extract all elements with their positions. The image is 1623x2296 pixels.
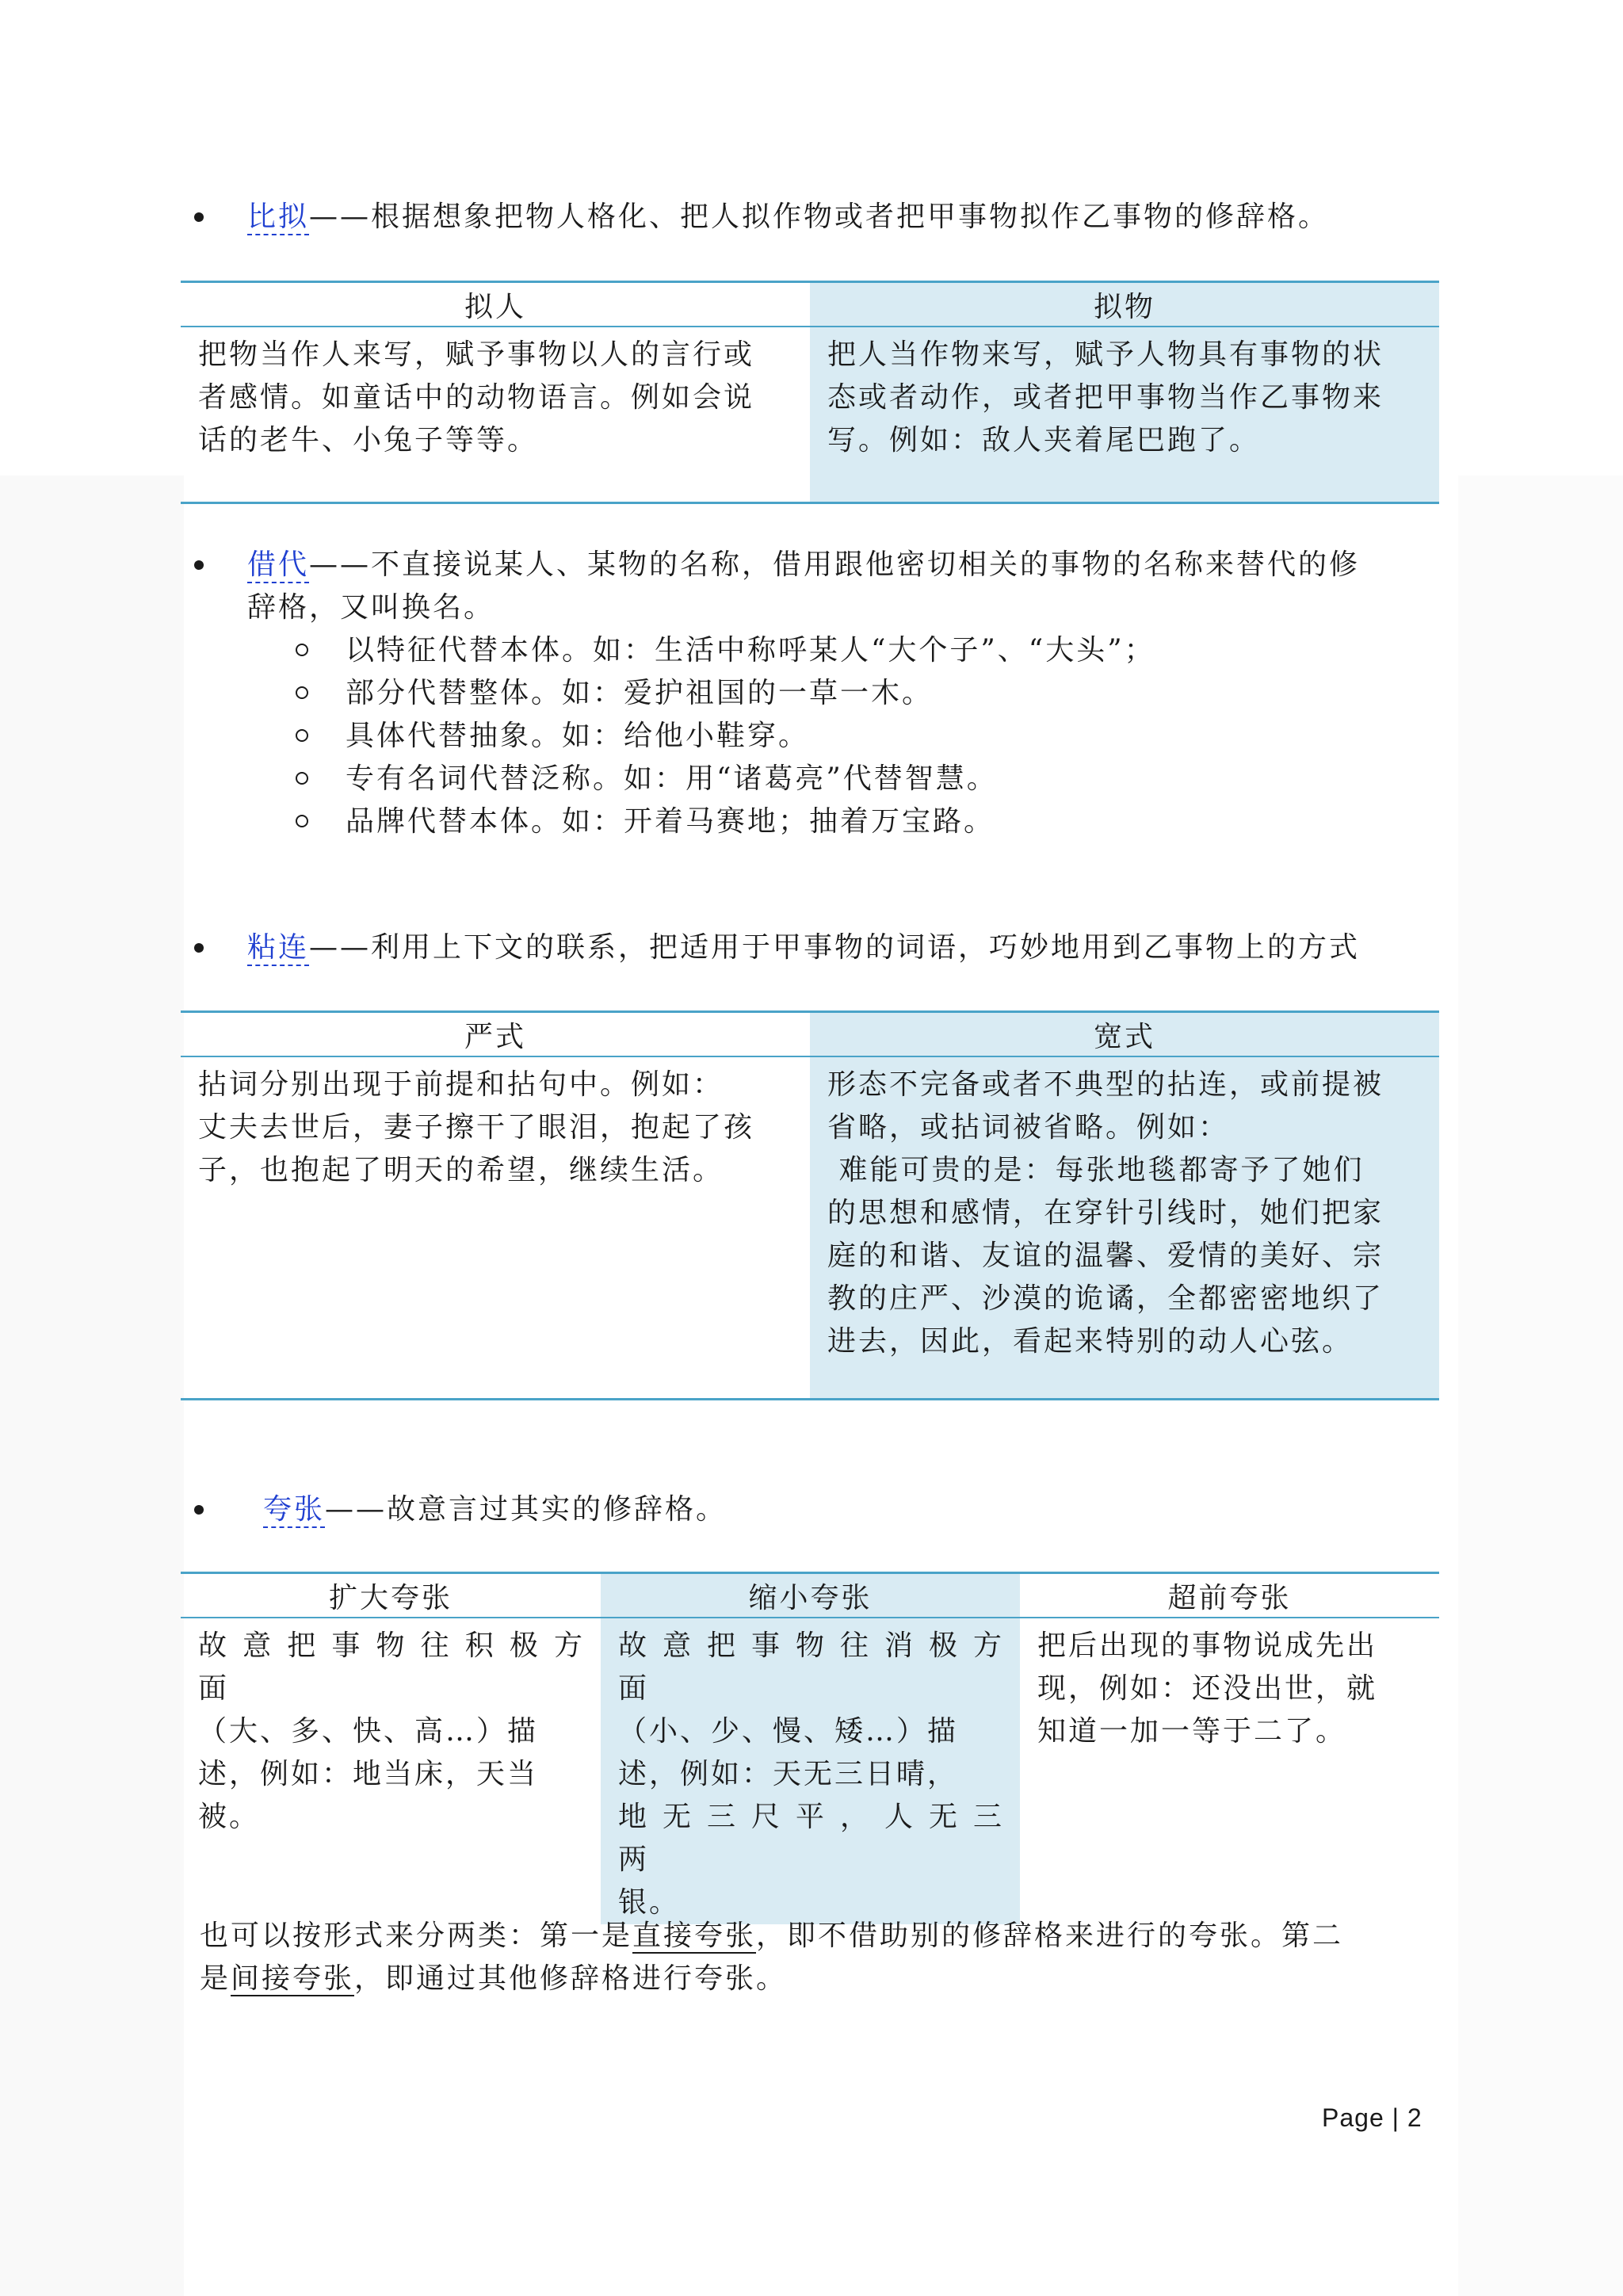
cell-line: 把物当作人来写，赋予事物以人的言行或 bbox=[198, 338, 755, 371]
kuazhang-header-suoxiao: 缩小夸张 bbox=[601, 1573, 1020, 1618]
kuazhang-term-link[interactable]: 夸张 bbox=[263, 1493, 325, 1528]
list-item bbox=[293, 715, 1403, 758]
zhanlian-table-header-row bbox=[181, 1012, 1439, 1057]
list-item-text: 以特征代替本体。如：生活中称呼某人“大个子”、“大头”； bbox=[346, 634, 1155, 667]
kuazhang-cell-kuoda bbox=[181, 1618, 601, 1924]
cell-line: 把人当作物来写，赋予人物具有事物的状 bbox=[827, 338, 1384, 371]
zhanlian-text bbox=[247, 926, 1433, 969]
bullet-icon bbox=[194, 560, 204, 570]
list-item-text: 具体代替抽象。如：给他小鞋穿。 bbox=[346, 720, 810, 752]
bini-table-header-row bbox=[181, 282, 1439, 327]
bini-header-niren: 拟人 bbox=[181, 282, 810, 327]
bini-text bbox=[247, 196, 1433, 239]
bini-term-link[interactable]: 比拟 bbox=[247, 201, 309, 235]
kuazhang-definition: ——故意言过其实的修辞格。 bbox=[325, 1493, 727, 1526]
cell-line: 进去，因此，看起来特别的动人心弦。 bbox=[827, 1325, 1354, 1358]
cell-line: （小、少、慢、矮…）描 bbox=[618, 1715, 959, 1748]
direct-exaggeration-term: 直接夸张 bbox=[632, 1920, 757, 1952]
zhanlian-cell-kuanshi bbox=[810, 1056, 1439, 1399]
cell-line: 把后出现的事物说成先出 bbox=[1037, 1629, 1378, 1662]
cell-line: 知道一加一等于二了。 bbox=[1037, 1715, 1347, 1748]
page-shade-right bbox=[1458, 476, 1623, 2296]
cell-line: 教的庄严、沙漠的诡谲，全都密密地织了 bbox=[827, 1282, 1384, 1315]
cell-line: 者感情。如童话中的动物语言。例如会说 bbox=[198, 381, 755, 414]
cell-line: 难能可贵的是：每张地毯都寄予了她们 bbox=[827, 1154, 1365, 1186]
note-text: 是 bbox=[200, 1962, 231, 1995]
kuazhang-cell-suoxiao bbox=[601, 1618, 1020, 1924]
cell-line: 态或者动作，或者把甲事物当作乙事物来 bbox=[827, 381, 1384, 414]
cell-line: 子，也抱起了明天的希望，继续生活。 bbox=[198, 1154, 724, 1186]
indirect-exaggeration-term: 间接夸张 bbox=[231, 1962, 355, 1995]
kuazhang-header-kuoda: 扩大夸张 bbox=[181, 1573, 601, 1618]
jiedai-definition: ——不直接说某人、某物的名称，借用跟他密切相关的事物的名称来替代的修 bbox=[309, 548, 1361, 581]
cell-line: 写。例如：敌人夹着尾巴跑了。 bbox=[827, 424, 1261, 457]
cell-line: 的思想和感情，在穿针引线时，她们把家 bbox=[827, 1197, 1384, 1229]
kuazhang-text bbox=[263, 1488, 1433, 1531]
page-number: Page | 2 bbox=[1322, 2103, 1423, 2132]
bullet-icon bbox=[194, 212, 204, 222]
circle-bullet-icon bbox=[296, 729, 308, 742]
bini-bullet bbox=[197, 196, 1433, 239]
cell-line: 现，例如：还没出世，就 bbox=[1037, 1672, 1378, 1705]
zhanlian-table bbox=[181, 1010, 1439, 1400]
cell-line: 丈夫去世后，妻子擦干了眼泪，抱起了孩 bbox=[198, 1111, 755, 1144]
jiedai-term-link[interactable]: 借代 bbox=[247, 548, 309, 583]
jiedai-definition-cont: 辞格，又叫换名。 bbox=[247, 591, 495, 624]
zhanlian-cell-yanshi bbox=[181, 1056, 810, 1399]
cell-line: 被。 bbox=[198, 1801, 261, 1833]
kuazhang-table bbox=[181, 1572, 1439, 1924]
list-item bbox=[293, 800, 1403, 843]
kuazhang-cell-chaoqian bbox=[1020, 1618, 1439, 1924]
page-shade-left bbox=[0, 476, 184, 2296]
cell-line: 述，例如：天无三日晴， bbox=[618, 1758, 959, 1790]
kuazhang-table-row bbox=[181, 1618, 1439, 1924]
zhanlian-term-link[interactable]: 粘连 bbox=[247, 931, 309, 966]
cell-line: 形态不完备或者不典型的拈连，或前提被 bbox=[827, 1068, 1384, 1101]
bullet-icon bbox=[194, 1505, 204, 1515]
note-text: 也可以按形式来分两类：第一是 bbox=[200, 1920, 633, 1952]
bullet-icon bbox=[194, 943, 204, 953]
list-item-text: 品牌代替本体。如：开着马赛地；抽着万宝路。 bbox=[346, 805, 995, 838]
note-text: ，即通过其他修辞格进行夸张。 bbox=[354, 1962, 788, 1995]
zhanlian-bullet bbox=[197, 926, 1433, 969]
zhanlian-definition: ——利用上下文的联系，把适用于甲事物的词语，巧妙地用到乙事物上的方式 bbox=[309, 931, 1361, 964]
zhanlian-header-yanshi: 严式 bbox=[181, 1012, 810, 1057]
cell-line: 拈词分别出现于前提和拈句中。例如： bbox=[198, 1068, 724, 1101]
cell-line: 述，例如：地当床，天当 bbox=[198, 1758, 539, 1790]
bini-table-row bbox=[181, 327, 1439, 502]
cell-line: 故 意 把 事 物 往 消 极 方 面 bbox=[618, 1629, 1004, 1705]
bini-table bbox=[181, 281, 1439, 504]
bini-cell-niwu bbox=[810, 327, 1439, 502]
zhanlian-table-row bbox=[181, 1056, 1439, 1399]
jiedai-sublist bbox=[293, 629, 1403, 843]
bini-definition: ——根据想象把物人格化、把人拟作物或者把甲事物拟作乙事物的修辞格。 bbox=[309, 201, 1330, 233]
kuazhang-table-header-row bbox=[181, 1573, 1439, 1618]
kuazhang-header-chaoqian: 超前夸张 bbox=[1020, 1573, 1439, 1618]
cell-line: （大、多、快、高…）描 bbox=[198, 1715, 539, 1748]
list-item-text: 专有名词代替泛称。如：用“诸葛亮”代替智慧。 bbox=[346, 762, 998, 795]
cell-line: 地 无 三 尺 平 ， 人 无 三 两 bbox=[618, 1801, 1004, 1876]
cell-line: 故 意 把 事 物 往 积 极 方 面 bbox=[198, 1629, 585, 1705]
circle-bullet-icon bbox=[296, 772, 308, 785]
note-text: ，即不借助别的修辞格来进行的夸张。第二 bbox=[756, 1920, 1344, 1952]
list-item bbox=[293, 758, 1403, 800]
circle-bullet-icon bbox=[296, 815, 308, 827]
cell-line: 银。 bbox=[618, 1886, 681, 1919]
circle-bullet-icon bbox=[296, 644, 308, 656]
cell-line: 话的老牛、小兔子等等。 bbox=[198, 424, 539, 457]
jiedai-bullet bbox=[197, 544, 1433, 629]
bini-header-niwu: 拟物 bbox=[810, 282, 1439, 327]
kuazhang-bullet bbox=[197, 1488, 1433, 1531]
kuazhang-note-paragraph bbox=[200, 1915, 1433, 2000]
jiedai-text bbox=[247, 544, 1433, 629]
zhanlian-header-kuanshi: 宽式 bbox=[810, 1012, 1439, 1057]
list-item-text: 部分代替整体。如：爱护祖国的一草一木。 bbox=[346, 677, 934, 709]
list-item bbox=[293, 629, 1403, 672]
list-item bbox=[293, 672, 1403, 715]
bini-cell-niren bbox=[181, 327, 810, 502]
cell-line: 省略，或拈词被省略。例如： bbox=[827, 1111, 1230, 1144]
cell-line: 庭的和谐、友谊的温馨、爱情的美好、宗 bbox=[827, 1240, 1384, 1272]
circle-bullet-icon bbox=[296, 686, 308, 699]
